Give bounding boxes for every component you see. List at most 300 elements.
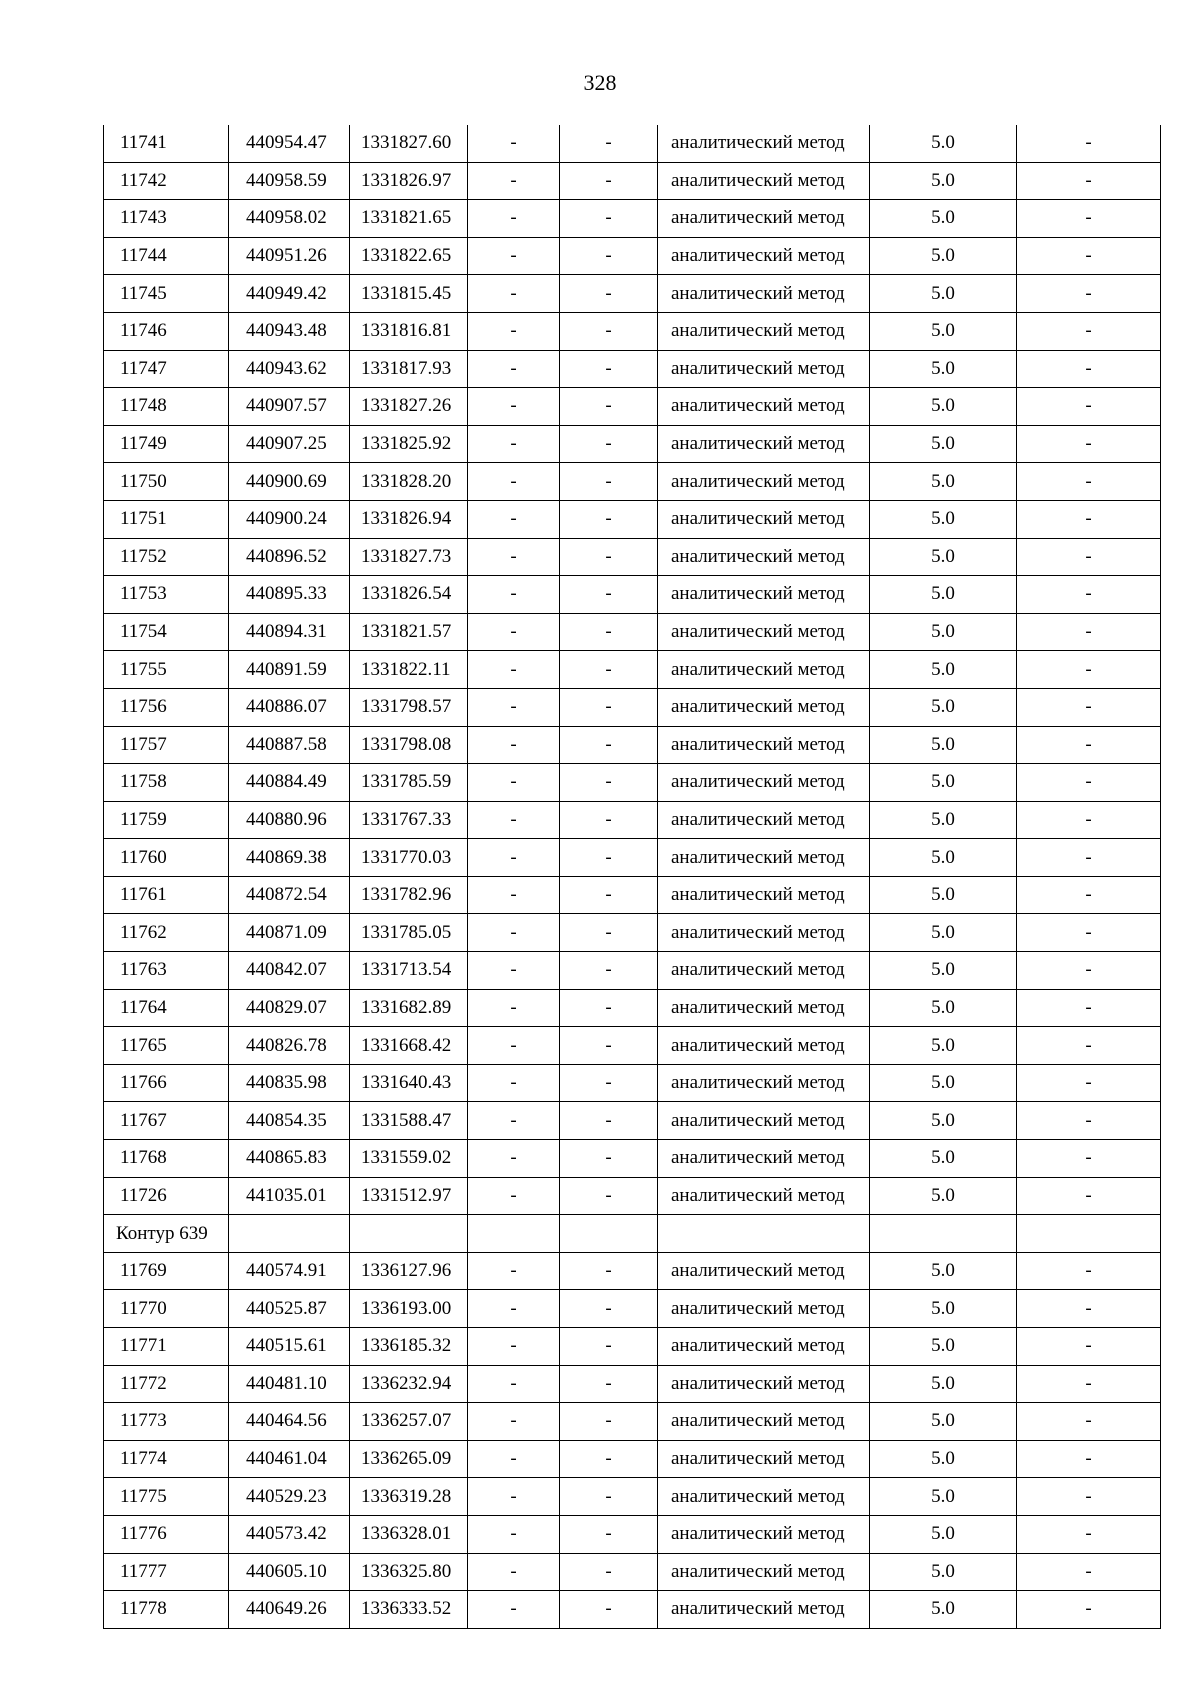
point-id-cell: 11761 <box>104 876 229 914</box>
dash-cell: - <box>468 1591 560 1629</box>
dash-cell: - <box>468 237 560 275</box>
dash-cell: - <box>1017 1064 1161 1102</box>
accuracy-cell: 5.0 <box>870 1365 1017 1403</box>
dash-cell: - <box>468 125 560 162</box>
accuracy-cell: 5.0 <box>870 1515 1017 1553</box>
table-row <box>104 801 1161 839</box>
accuracy-cell: 5.0 <box>870 1102 1017 1140</box>
point-id-cell: 11741 <box>104 125 229 162</box>
accuracy-cell: 5.0 <box>870 1252 1017 1290</box>
dash-cell: - <box>1017 1478 1161 1516</box>
table-row <box>104 688 1161 726</box>
accuracy-cell: 5.0 <box>870 1064 1017 1102</box>
accuracy-cell: 5.0 <box>870 1328 1017 1366</box>
dash-cell: - <box>1017 388 1161 426</box>
table-row <box>104 726 1161 764</box>
dash-cell: - <box>468 989 560 1027</box>
table-row <box>104 463 1161 501</box>
dash-cell: - <box>560 1478 658 1516</box>
y-coordinate-cell: 1331822.65 <box>350 237 468 275</box>
table-row <box>104 952 1161 990</box>
point-id-cell: 11758 <box>104 764 229 802</box>
dash-cell: - <box>560 1553 658 1591</box>
y-coordinate-cell: 1331827.73 <box>350 538 468 576</box>
dash-cell: - <box>560 1102 658 1140</box>
point-id-cell: 11772 <box>104 1365 229 1403</box>
y-coordinate-cell: 1331588.47 <box>350 1102 468 1140</box>
accuracy-cell: 5.0 <box>870 463 1017 501</box>
y-coordinate-cell: 1331826.97 <box>350 162 468 200</box>
method-cell: аналитический метод <box>658 876 870 914</box>
method-cell: аналитический метод <box>658 764 870 802</box>
method-cell: аналитический метод <box>658 538 870 576</box>
dash-cell: - <box>560 764 658 802</box>
dash-cell: - <box>468 500 560 538</box>
dash-cell: - <box>468 1177 560 1215</box>
x-coordinate-cell: 440954.47 <box>229 125 350 162</box>
method-cell: аналитический метод <box>658 1591 870 1629</box>
method-cell: аналитический метод <box>658 1403 870 1441</box>
accuracy-cell: 5.0 <box>870 237 1017 275</box>
dash-cell: - <box>468 275 560 313</box>
method-cell: аналитический метод <box>658 914 870 952</box>
dash-cell: - <box>468 1252 560 1290</box>
dash-cell: - <box>560 613 658 651</box>
point-id-cell: 11764 <box>104 989 229 1027</box>
method-cell: аналитический метод <box>658 1515 870 1553</box>
point-id-cell: 11726 <box>104 1177 229 1215</box>
dash-cell: - <box>1017 952 1161 990</box>
table-row <box>104 613 1161 651</box>
dash-cell: - <box>560 576 658 614</box>
dash-cell: - <box>468 914 560 952</box>
point-id-cell: 11763 <box>104 952 229 990</box>
table-row <box>104 651 1161 689</box>
dash-cell: - <box>1017 839 1161 877</box>
accuracy-cell: 5.0 <box>870 275 1017 313</box>
dash-cell: - <box>560 726 658 764</box>
table-row <box>104 350 1161 388</box>
x-coordinate-cell: 440461.04 <box>229 1440 350 1478</box>
method-cell: аналитический метод <box>658 500 870 538</box>
dash-cell: - <box>1017 1102 1161 1140</box>
dash-cell: - <box>1017 989 1161 1027</box>
x-coordinate-cell: 440854.35 <box>229 1102 350 1140</box>
dash-cell: - <box>560 1027 658 1065</box>
table-row <box>104 1478 1161 1516</box>
y-coordinate-cell: 1336333.52 <box>350 1591 468 1629</box>
dash-cell: - <box>560 1140 658 1178</box>
y-coordinate-cell: 1331559.02 <box>350 1140 468 1178</box>
accuracy-cell: 5.0 <box>870 651 1017 689</box>
dash-cell: - <box>560 162 658 200</box>
dash-cell: - <box>1017 237 1161 275</box>
point-id-cell: 11742 <box>104 162 229 200</box>
table-row <box>104 1515 1161 1553</box>
accuracy-cell: 5.0 <box>870 200 1017 238</box>
method-cell: аналитический метод <box>658 1102 870 1140</box>
point-id-cell: 11747 <box>104 350 229 388</box>
point-id-cell: 11774 <box>104 1440 229 1478</box>
method-cell: аналитический метод <box>658 312 870 350</box>
method-cell: аналитический метод <box>658 1140 870 1178</box>
point-id-cell: 11750 <box>104 463 229 501</box>
dash-cell: - <box>468 651 560 689</box>
y-coordinate-cell: 1331827.60 <box>350 125 468 162</box>
dash-cell: - <box>560 1177 658 1215</box>
dash-cell: - <box>1017 1440 1161 1478</box>
dash-cell: - <box>468 1478 560 1516</box>
method-cell: аналитический метод <box>658 350 870 388</box>
accuracy-cell: 5.0 <box>870 125 1017 162</box>
dash-cell: - <box>468 162 560 200</box>
dash-cell: - <box>560 688 658 726</box>
table-row <box>104 1140 1161 1178</box>
point-id-cell: 11743 <box>104 200 229 238</box>
dash-cell: - <box>560 952 658 990</box>
dash-cell: - <box>1017 1365 1161 1403</box>
point-id-cell: 11770 <box>104 1290 229 1328</box>
accuracy-cell: 5.0 <box>870 801 1017 839</box>
method-cell: аналитический метод <box>658 1290 870 1328</box>
accuracy-cell: 5.0 <box>870 989 1017 1027</box>
method-cell: аналитический метод <box>658 200 870 238</box>
dash-cell: - <box>1017 1553 1161 1591</box>
dash-cell: - <box>468 1027 560 1065</box>
dash-cell: - <box>1017 1177 1161 1215</box>
y-coordinate-cell: 1336328.01 <box>350 1515 468 1553</box>
table-row <box>104 876 1161 914</box>
point-id-cell: 11773 <box>104 1403 229 1441</box>
dash-cell: - <box>1017 1290 1161 1328</box>
point-id-cell: 11776 <box>104 1515 229 1553</box>
y-coordinate-cell: 1336185.32 <box>350 1328 468 1366</box>
dash-cell: - <box>560 237 658 275</box>
dash-cell: - <box>468 726 560 764</box>
table-row <box>104 312 1161 350</box>
y-coordinate-cell: 1331815.45 <box>350 275 468 313</box>
dash-cell: - <box>1017 876 1161 914</box>
point-id-cell: 11777 <box>104 1553 229 1591</box>
accuracy-cell: 5.0 <box>870 1440 1017 1478</box>
dash-cell: - <box>1017 500 1161 538</box>
point-id-cell: 11762 <box>104 914 229 952</box>
table-row <box>104 1102 1161 1140</box>
dash-cell: - <box>1017 350 1161 388</box>
y-coordinate-cell: 1331816.81 <box>350 312 468 350</box>
empty-cell <box>658 1215 870 1253</box>
table-row <box>104 1403 1161 1441</box>
dash-cell: - <box>1017 463 1161 501</box>
dash-cell: - <box>1017 538 1161 576</box>
y-coordinate-cell: 1331713.54 <box>350 952 468 990</box>
point-id-cell: 11768 <box>104 1140 229 1178</box>
table-row <box>104 200 1161 238</box>
accuracy-cell: 5.0 <box>870 876 1017 914</box>
dash-cell: - <box>560 801 658 839</box>
dash-cell: - <box>560 538 658 576</box>
dash-cell: - <box>1017 726 1161 764</box>
dash-cell: - <box>1017 275 1161 313</box>
accuracy-cell: 5.0 <box>870 726 1017 764</box>
method-cell: аналитический метод <box>658 1177 870 1215</box>
x-coordinate-cell: 440900.69 <box>229 463 350 501</box>
point-id-cell: 11752 <box>104 538 229 576</box>
y-coordinate-cell: 1331782.96 <box>350 876 468 914</box>
dash-cell: - <box>1017 1403 1161 1441</box>
x-coordinate-cell: 440649.26 <box>229 1591 350 1629</box>
table-row <box>104 237 1161 275</box>
table-row <box>104 1252 1161 1290</box>
accuracy-cell: 5.0 <box>870 839 1017 877</box>
method-cell: аналитический метод <box>658 989 870 1027</box>
y-coordinate-cell: 1331767.33 <box>350 801 468 839</box>
accuracy-cell: 5.0 <box>870 1591 1017 1629</box>
accuracy-cell: 5.0 <box>870 425 1017 463</box>
dash-cell: - <box>1017 1328 1161 1366</box>
x-coordinate-cell: 440871.09 <box>229 914 350 952</box>
x-coordinate-cell: 440907.57 <box>229 388 350 426</box>
dash-cell: - <box>468 576 560 614</box>
dash-cell: - <box>468 952 560 990</box>
y-coordinate-cell: 1331821.65 <box>350 200 468 238</box>
empty-cell <box>468 1215 560 1253</box>
accuracy-cell: 5.0 <box>870 388 1017 426</box>
accuracy-cell: 5.0 <box>870 952 1017 990</box>
y-coordinate-cell: 1336257.07 <box>350 1403 468 1441</box>
dash-cell: - <box>560 125 658 162</box>
point-id-cell: 11760 <box>104 839 229 877</box>
point-id-cell: 11753 <box>104 576 229 614</box>
dash-cell: - <box>560 425 658 463</box>
accuracy-cell: 5.0 <box>870 1553 1017 1591</box>
point-id-cell: 11766 <box>104 1064 229 1102</box>
accuracy-cell: 5.0 <box>870 688 1017 726</box>
table-row <box>104 1177 1161 1215</box>
dash-cell: - <box>468 1553 560 1591</box>
dash-cell: - <box>560 651 658 689</box>
point-id-cell: 11751 <box>104 500 229 538</box>
y-coordinate-cell: 1336232.94 <box>350 1365 468 1403</box>
dash-cell: - <box>560 350 658 388</box>
dash-cell: - <box>1017 1515 1161 1553</box>
accuracy-cell: 5.0 <box>870 350 1017 388</box>
method-cell: аналитический метод <box>658 839 870 877</box>
table-row <box>104 1027 1161 1065</box>
dash-cell: - <box>560 1440 658 1478</box>
x-coordinate-cell: 440887.58 <box>229 726 350 764</box>
y-coordinate-cell: 1331668.42 <box>350 1027 468 1065</box>
y-coordinate-cell: 1331825.92 <box>350 425 468 463</box>
accuracy-cell: 5.0 <box>870 764 1017 802</box>
dash-cell: - <box>560 989 658 1027</box>
y-coordinate-cell: 1336265.09 <box>350 1440 468 1478</box>
y-coordinate-cell: 1331821.57 <box>350 613 468 651</box>
x-coordinate-cell: 440958.02 <box>229 200 350 238</box>
dash-cell: - <box>1017 312 1161 350</box>
x-coordinate-cell: 440481.10 <box>229 1365 350 1403</box>
dash-cell: - <box>1017 125 1161 162</box>
dash-cell: - <box>560 312 658 350</box>
dash-cell: - <box>560 1328 658 1366</box>
method-cell: аналитический метод <box>658 1553 870 1591</box>
empty-cell <box>870 1215 1017 1253</box>
dash-cell: - <box>468 839 560 877</box>
dash-cell: - <box>468 1515 560 1553</box>
y-coordinate-cell: 1331817.93 <box>350 350 468 388</box>
method-cell: аналитический метод <box>658 388 870 426</box>
section-row <box>104 1215 1161 1253</box>
dash-cell: - <box>468 1140 560 1178</box>
dash-cell: - <box>468 538 560 576</box>
point-id-cell: 11769 <box>104 1252 229 1290</box>
accuracy-cell: 5.0 <box>870 1140 1017 1178</box>
point-id-cell: 11756 <box>104 688 229 726</box>
coordinates-table <box>103 125 1161 1629</box>
page-number: 328 <box>583 70 617 95</box>
dash-cell: - <box>468 613 560 651</box>
accuracy-cell: 5.0 <box>870 613 1017 651</box>
dash-cell: - <box>560 839 658 877</box>
method-cell: аналитический метод <box>658 688 870 726</box>
dash-cell: - <box>560 876 658 914</box>
x-coordinate-cell: 440529.23 <box>229 1478 350 1516</box>
table-row <box>104 1591 1161 1629</box>
method-cell: аналитический метод <box>658 1027 870 1065</box>
table-row <box>104 275 1161 313</box>
method-cell: аналитический метод <box>658 162 870 200</box>
x-coordinate-cell: 440895.33 <box>229 576 350 614</box>
x-coordinate-cell: 440573.42 <box>229 1515 350 1553</box>
table-row <box>104 425 1161 463</box>
method-cell: аналитический метод <box>658 1064 870 1102</box>
accuracy-cell: 5.0 <box>870 914 1017 952</box>
section-label: Контур 639 <box>104 1215 229 1253</box>
dash-cell: - <box>468 425 560 463</box>
table-row <box>104 388 1161 426</box>
method-cell: аналитический метод <box>658 1478 870 1516</box>
dash-cell: - <box>468 200 560 238</box>
dash-cell: - <box>1017 764 1161 802</box>
dash-cell: - <box>468 388 560 426</box>
y-coordinate-cell: 1331828.20 <box>350 463 468 501</box>
dash-cell: - <box>560 500 658 538</box>
table-row <box>104 1328 1161 1366</box>
x-coordinate-cell: 440884.49 <box>229 764 350 802</box>
dash-cell: - <box>560 1591 658 1629</box>
point-id-cell: 11759 <box>104 801 229 839</box>
method-cell: аналитический метод <box>658 1252 870 1290</box>
table-row <box>104 839 1161 877</box>
method-cell: аналитический метод <box>658 1328 870 1366</box>
x-coordinate-cell: 440842.07 <box>229 952 350 990</box>
table-row <box>104 1440 1161 1478</box>
x-coordinate-cell: 440829.07 <box>229 989 350 1027</box>
method-cell: аналитический метод <box>658 463 870 501</box>
dash-cell: - <box>1017 651 1161 689</box>
x-coordinate-cell: 440896.52 <box>229 538 350 576</box>
dash-cell: - <box>468 1328 560 1366</box>
method-cell: аналитический метод <box>658 237 870 275</box>
table-row <box>104 1290 1161 1328</box>
point-id-cell: 11775 <box>104 1478 229 1516</box>
dash-cell: - <box>1017 1591 1161 1629</box>
y-coordinate-cell: 1331785.05 <box>350 914 468 952</box>
x-coordinate-cell: 440515.61 <box>229 1328 350 1366</box>
x-coordinate-cell: 440886.07 <box>229 688 350 726</box>
method-cell: аналитический метод <box>658 613 870 651</box>
accuracy-cell: 5.0 <box>870 1027 1017 1065</box>
method-cell: аналитический метод <box>658 275 870 313</box>
x-coordinate-cell: 440958.59 <box>229 162 350 200</box>
x-coordinate-cell: 440943.48 <box>229 312 350 350</box>
point-id-cell: 11778 <box>104 1591 229 1629</box>
table-row <box>104 576 1161 614</box>
table-row <box>104 1365 1161 1403</box>
table-row <box>104 764 1161 802</box>
point-id-cell: 11744 <box>104 237 229 275</box>
dash-cell: - <box>560 388 658 426</box>
accuracy-cell: 5.0 <box>870 312 1017 350</box>
x-coordinate-cell: 440869.38 <box>229 839 350 877</box>
table-row <box>104 1064 1161 1102</box>
point-id-cell: 11745 <box>104 275 229 313</box>
x-coordinate-cell: 440464.56 <box>229 1403 350 1441</box>
x-coordinate-cell: 440574.91 <box>229 1252 350 1290</box>
point-id-cell: 11746 <box>104 312 229 350</box>
y-coordinate-cell: 1331785.59 <box>350 764 468 802</box>
y-coordinate-cell: 1336325.80 <box>350 1553 468 1591</box>
table-row <box>104 500 1161 538</box>
accuracy-cell: 5.0 <box>870 500 1017 538</box>
dash-cell: - <box>1017 162 1161 200</box>
dash-cell: - <box>560 1365 658 1403</box>
empty-cell <box>350 1215 468 1253</box>
y-coordinate-cell: 1336127.96 <box>350 1252 468 1290</box>
dash-cell: - <box>1017 688 1161 726</box>
dash-cell: - <box>560 914 658 952</box>
accuracy-cell: 5.0 <box>870 1478 1017 1516</box>
y-coordinate-cell: 1331826.94 <box>350 500 468 538</box>
dash-cell: - <box>560 1064 658 1102</box>
y-coordinate-cell: 1331770.03 <box>350 839 468 877</box>
method-cell: аналитический метод <box>658 1440 870 1478</box>
accuracy-cell: 5.0 <box>870 538 1017 576</box>
x-coordinate-cell: 440865.83 <box>229 1140 350 1178</box>
method-cell: аналитический метод <box>658 651 870 689</box>
method-cell: аналитический метод <box>658 576 870 614</box>
dash-cell: - <box>1017 576 1161 614</box>
y-coordinate-cell: 1331798.57 <box>350 688 468 726</box>
y-coordinate-cell: 1336319.28 <box>350 1478 468 1516</box>
dash-cell: - <box>560 463 658 501</box>
table-row <box>104 1553 1161 1591</box>
dash-cell: - <box>468 688 560 726</box>
x-coordinate-cell: 441035.01 <box>229 1177 350 1215</box>
dash-cell: - <box>560 1290 658 1328</box>
accuracy-cell: 5.0 <box>870 1403 1017 1441</box>
point-id-cell: 11771 <box>104 1328 229 1366</box>
dash-cell: - <box>1017 914 1161 952</box>
dash-cell: - <box>1017 200 1161 238</box>
dash-cell: - <box>468 801 560 839</box>
x-coordinate-cell: 440872.54 <box>229 876 350 914</box>
point-id-cell: 11767 <box>104 1102 229 1140</box>
y-coordinate-cell: 1331822.11 <box>350 651 468 689</box>
y-coordinate-cell: 1331798.08 <box>350 726 468 764</box>
x-coordinate-cell: 440943.62 <box>229 350 350 388</box>
x-coordinate-cell: 440880.96 <box>229 801 350 839</box>
